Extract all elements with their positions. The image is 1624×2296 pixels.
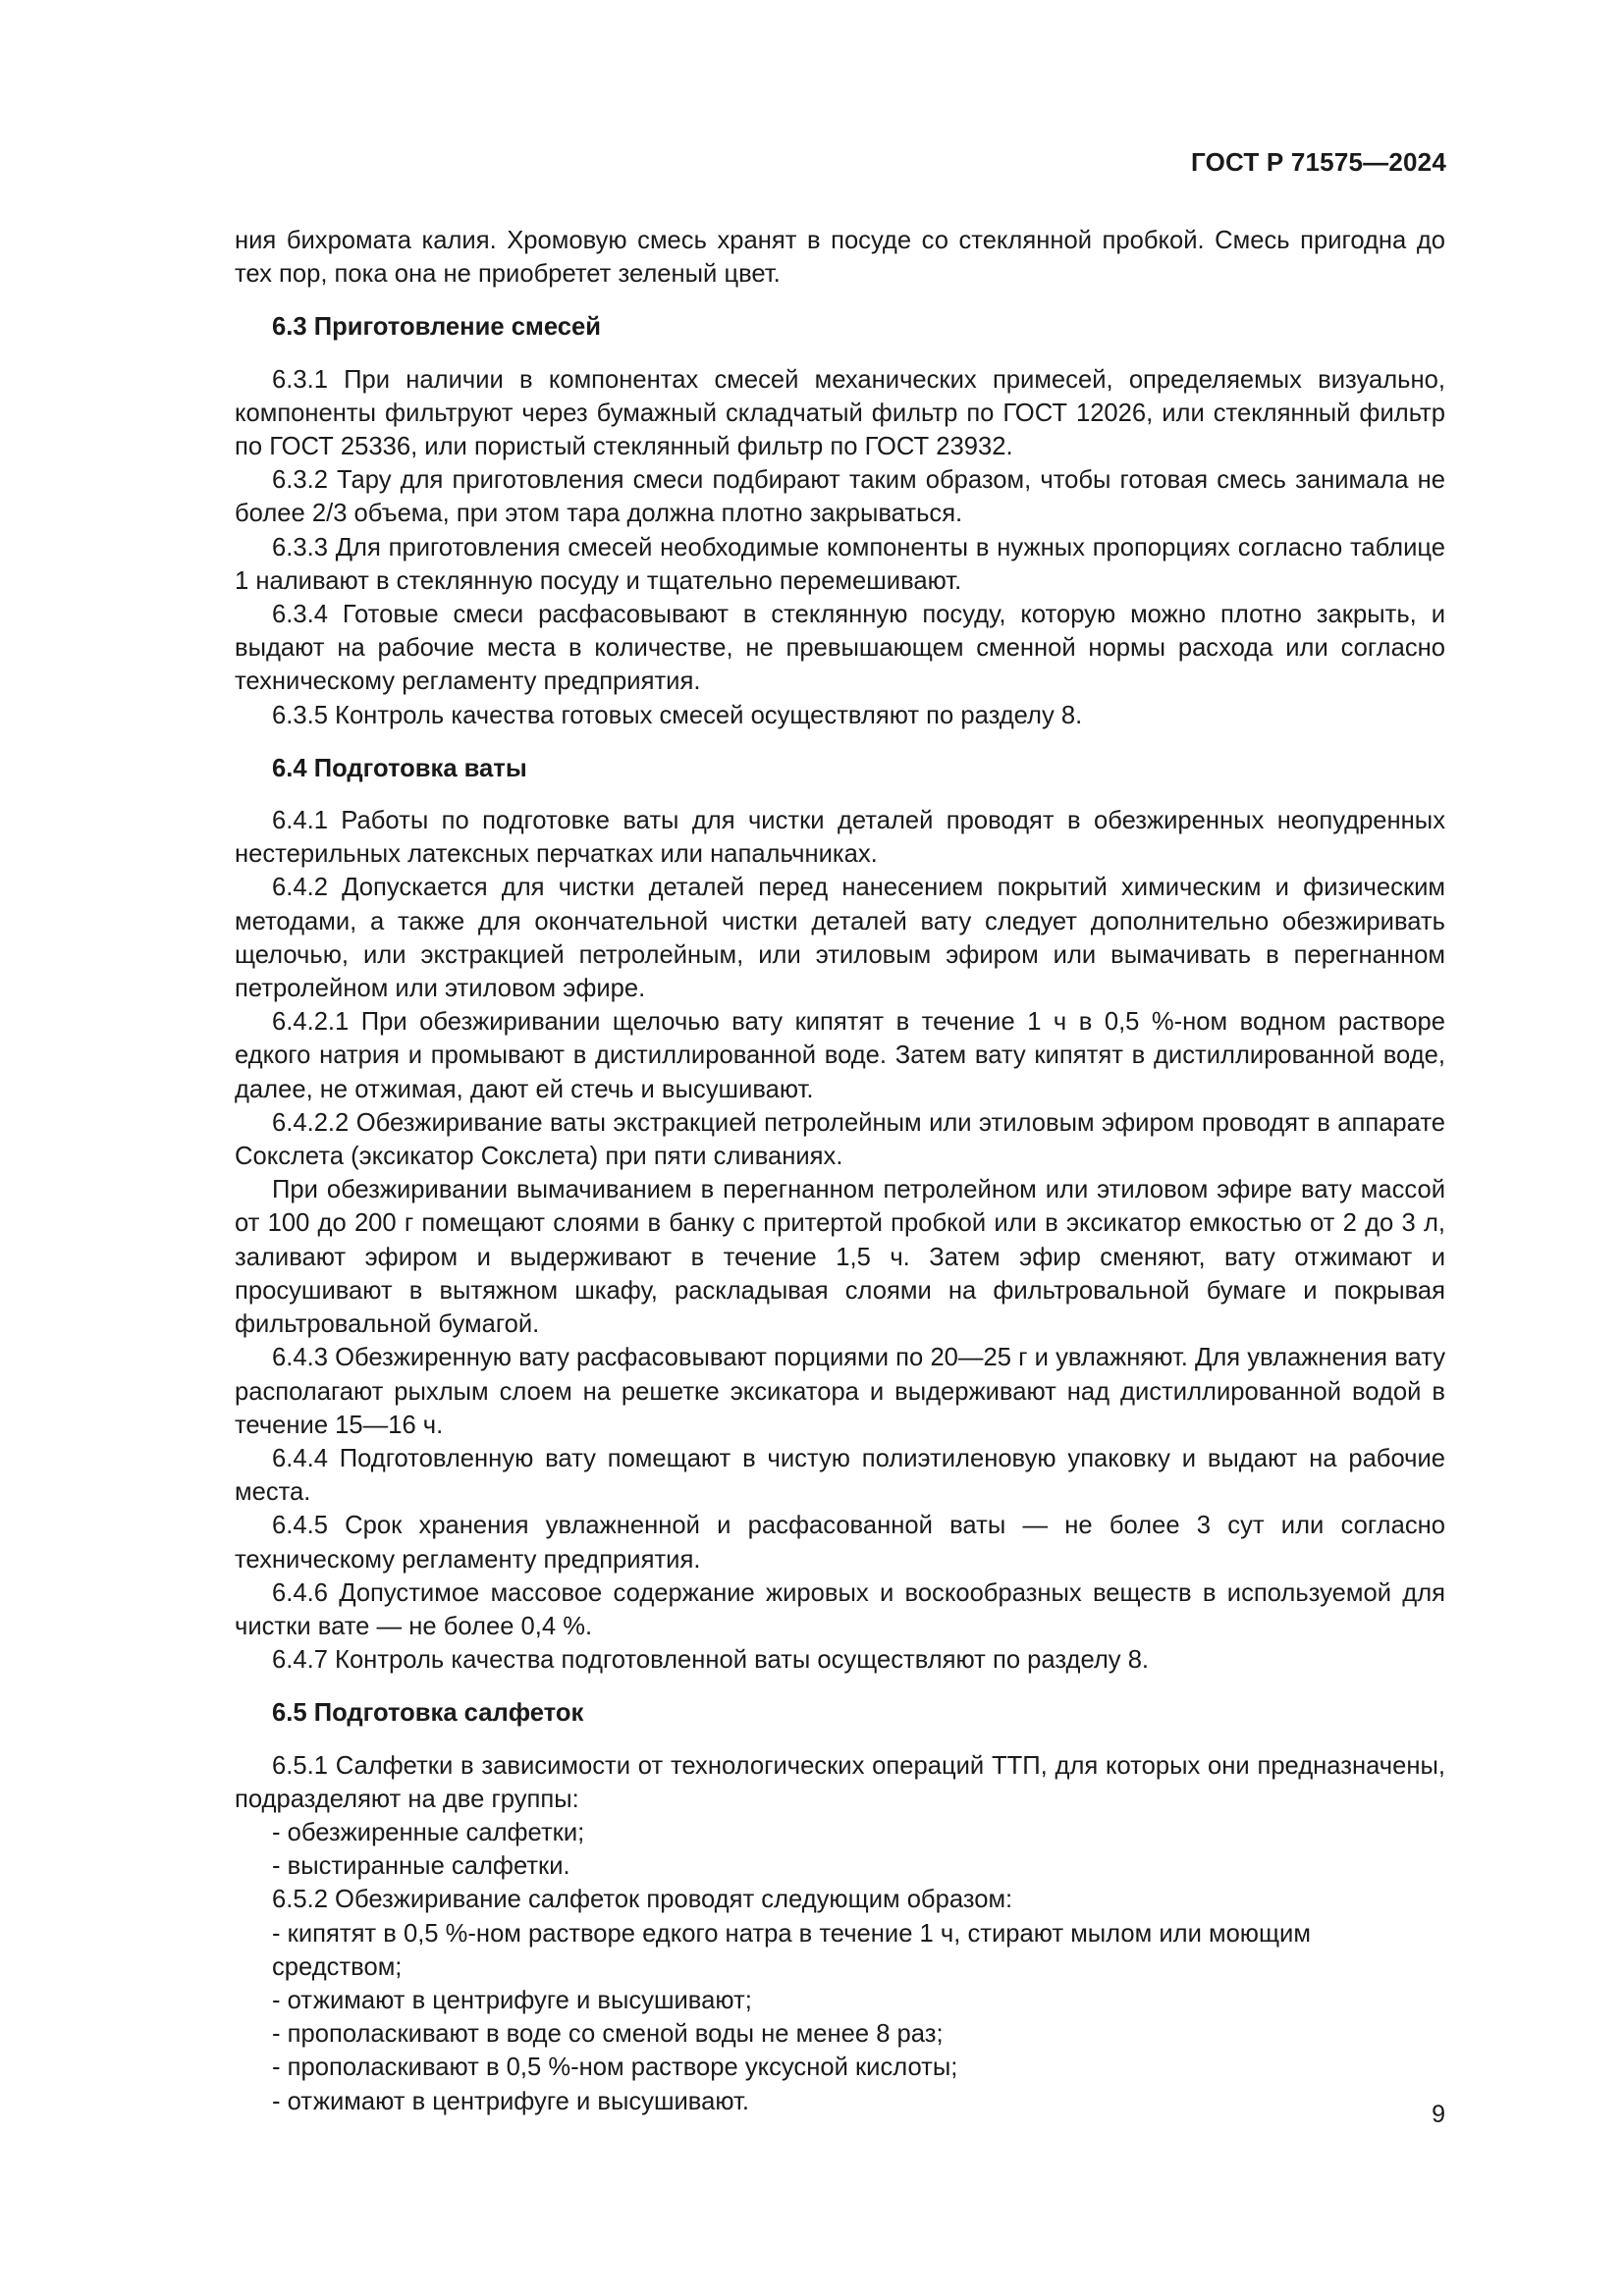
list-item: - отжимают в центрифуге и высушивают. [272,2087,749,2115]
paragraph-6-3-2: 6.3.2 Тару для приготовления смеси подбирают таким образом, чтобы готовая смесь занимала не более 2/3 объема, при этом тара должна плотно закрываться. [235,466,1445,528]
paragraph-6-4-2-1: 6.4.2.1 При обезжиривании щелочью вату кипятят в течение 1 ч в 0,5 %-ном водном растворе едкого натрия и промывают в дистиллированной воде. Затем вату кипятят в дистиллированной воде, далее, не отжимая, дают ей стечь и высушивают. [235,1008,1445,1103]
document-header-id: ГОСТ Р 71575—2024 [1191,147,1446,177]
paragraph-6-4-2: 6.4.2 Допускается для чистки деталей перед нанесением покрытий химическим и физическим методами, а также для окончательной чистки деталей вату следует дополнительно обезжиривать щелочью, или экстракцией петролейным, или этиловым эфиром или вымачивать в перегнанном петролейном или этиловом эфире. [235,874,1445,1003]
intro-paragraph: ния бихромата калия. Хромовую смесь хранят в посуде со стеклянной пробкой. Смесь пригодна до тех пор, пока она не приобретет зеленый цвет. [235,227,1445,289]
paragraph-6-3-1: 6.3.1 При наличии в компонентах смесей механических примесей, определяемых визуально, компоненты фильтруют через бумажный складчатый фильтр по ГОСТ 12026, или стеклянный фильтр по ГОСТ 25336, или пористый стеклянный фильтр по ГОСТ 23932. [235,365,1445,461]
paragraph-6-5-1: 6.5.1 Салфетки в зависимости от технологических операций ТТП, для которых они предназначены, подразделяют на две группы: [235,1751,1445,1813]
paragraph-6-4-2-2: 6.4.2.2 Обезжиривание ваты экстракцией петролейным или этиловым эфиром проводят в аппарате Сокслета (эксикатор Сокслета) при пяти сливаниях. [235,1108,1445,1171]
page-number: 9 [1432,2101,1445,2128]
paragraph-6-4-6: 6.4.6 Допустимое массовое содержание жировых и воскообразных веществ в используемой для чистки вате — не более 0,4 %. [235,1578,1445,1640]
list-item: - отжимают в центрифуге и высушивают; [272,1986,752,2014]
paragraph-6-3-3: 6.3.3 Для приготовления смесей необходимые компоненты в нужных пропорциях согласно таблице 1 наливают в стеклянную посуду и тщательно перемешивают. [235,533,1445,595]
paragraph-6-3-4: 6.3.4 Готовые смеси расфасовывают в стеклянную посуду, которую можно плотно закрыть, и выдают на рабочие места в количестве, не превышающем сменной нормы расхода или согласно техническому регламенту предприятия. [235,601,1445,696]
page-content [235,224,1445,2118]
section-6-5-heading: 6.5 Подготовка салфеток [272,1699,584,1728]
paragraph-6-4-4: 6.4.4 Подготовленную вату помещают в чистую полиэтиленовую упаковку и выдают на рабочие места. [235,1444,1445,1507]
paragraph-6-4-3: 6.4.3 Обезжиренную вату расфасовывают порциями по 20—25 г и увлажняют. Для увлажнения вату располагают рыхлым слоем на решетке эксикатора и выдерживают над дистиллированной водой в течение 15—16 ч. [235,1344,1445,1439]
section-6-3-heading: 6.3 Приготовление смесей [272,313,601,342]
paragraph-6-4-5: 6.4.5 Срок хранения увлажненной и расфасованной ваты — не более 3 сут или согласно техническому регламенту предприятия. [235,1512,1445,1574]
list-item: - выстиранные салфетки. [272,1852,570,1881]
paragraph-6-3-5: 6.3.5 Контроль качества готовых смесей осуществляют по разделу 8. [272,701,1083,729]
list-item: - кипятят в 0,5 %-ном растворе едкого натра в течение 1 ч, стирают мылом или моющим средством; [272,1919,1311,1981]
list-item: - обезжиренные салфетки; [272,1818,585,1846]
section-6-4-heading: 6.4 Подготовка ваты [272,754,527,782]
paragraph-6-4-7: 6.4.7 Контроль качества подготовленной ваты осуществляют по разделу 8. [272,1646,1150,1675]
list-item: - прополаскивают в 0,5 %-ном растворе уксусной кислоты; [272,2054,958,2082]
paragraph-6-5-2: 6.5.2 Обезжиривание салфеток проводят следующим образом: [272,1886,1013,1914]
paragraph-6-4-2-2-cont: При обезжиривании вымачиванием в перегнанном петролейном или этиловом эфире вату массой от 100 до 200 г помещают слоями в банку с притертой пробкой или в эксикатор емкостью от 2 до 3 л, заливают эфиром и выдерживают в течение 1,5 ч. Затем эфир сменяют, вату отжимают и просушивают в вытяжном шкафу, раскладывая слоями на фильтровальной бумаге и покрывая фильтровальной бумагой. [235,1176,1445,1339]
list-item: - прополаскивают в воде со сменой воды не менее 8 раз; [272,2020,944,2049]
paragraph-6-4-1: 6.4.1 Работы по подготовке ваты для чистки деталей проводят в обезжиренных неопудренных нестерильных латексных перчатках или напальчниках. [235,807,1445,869]
